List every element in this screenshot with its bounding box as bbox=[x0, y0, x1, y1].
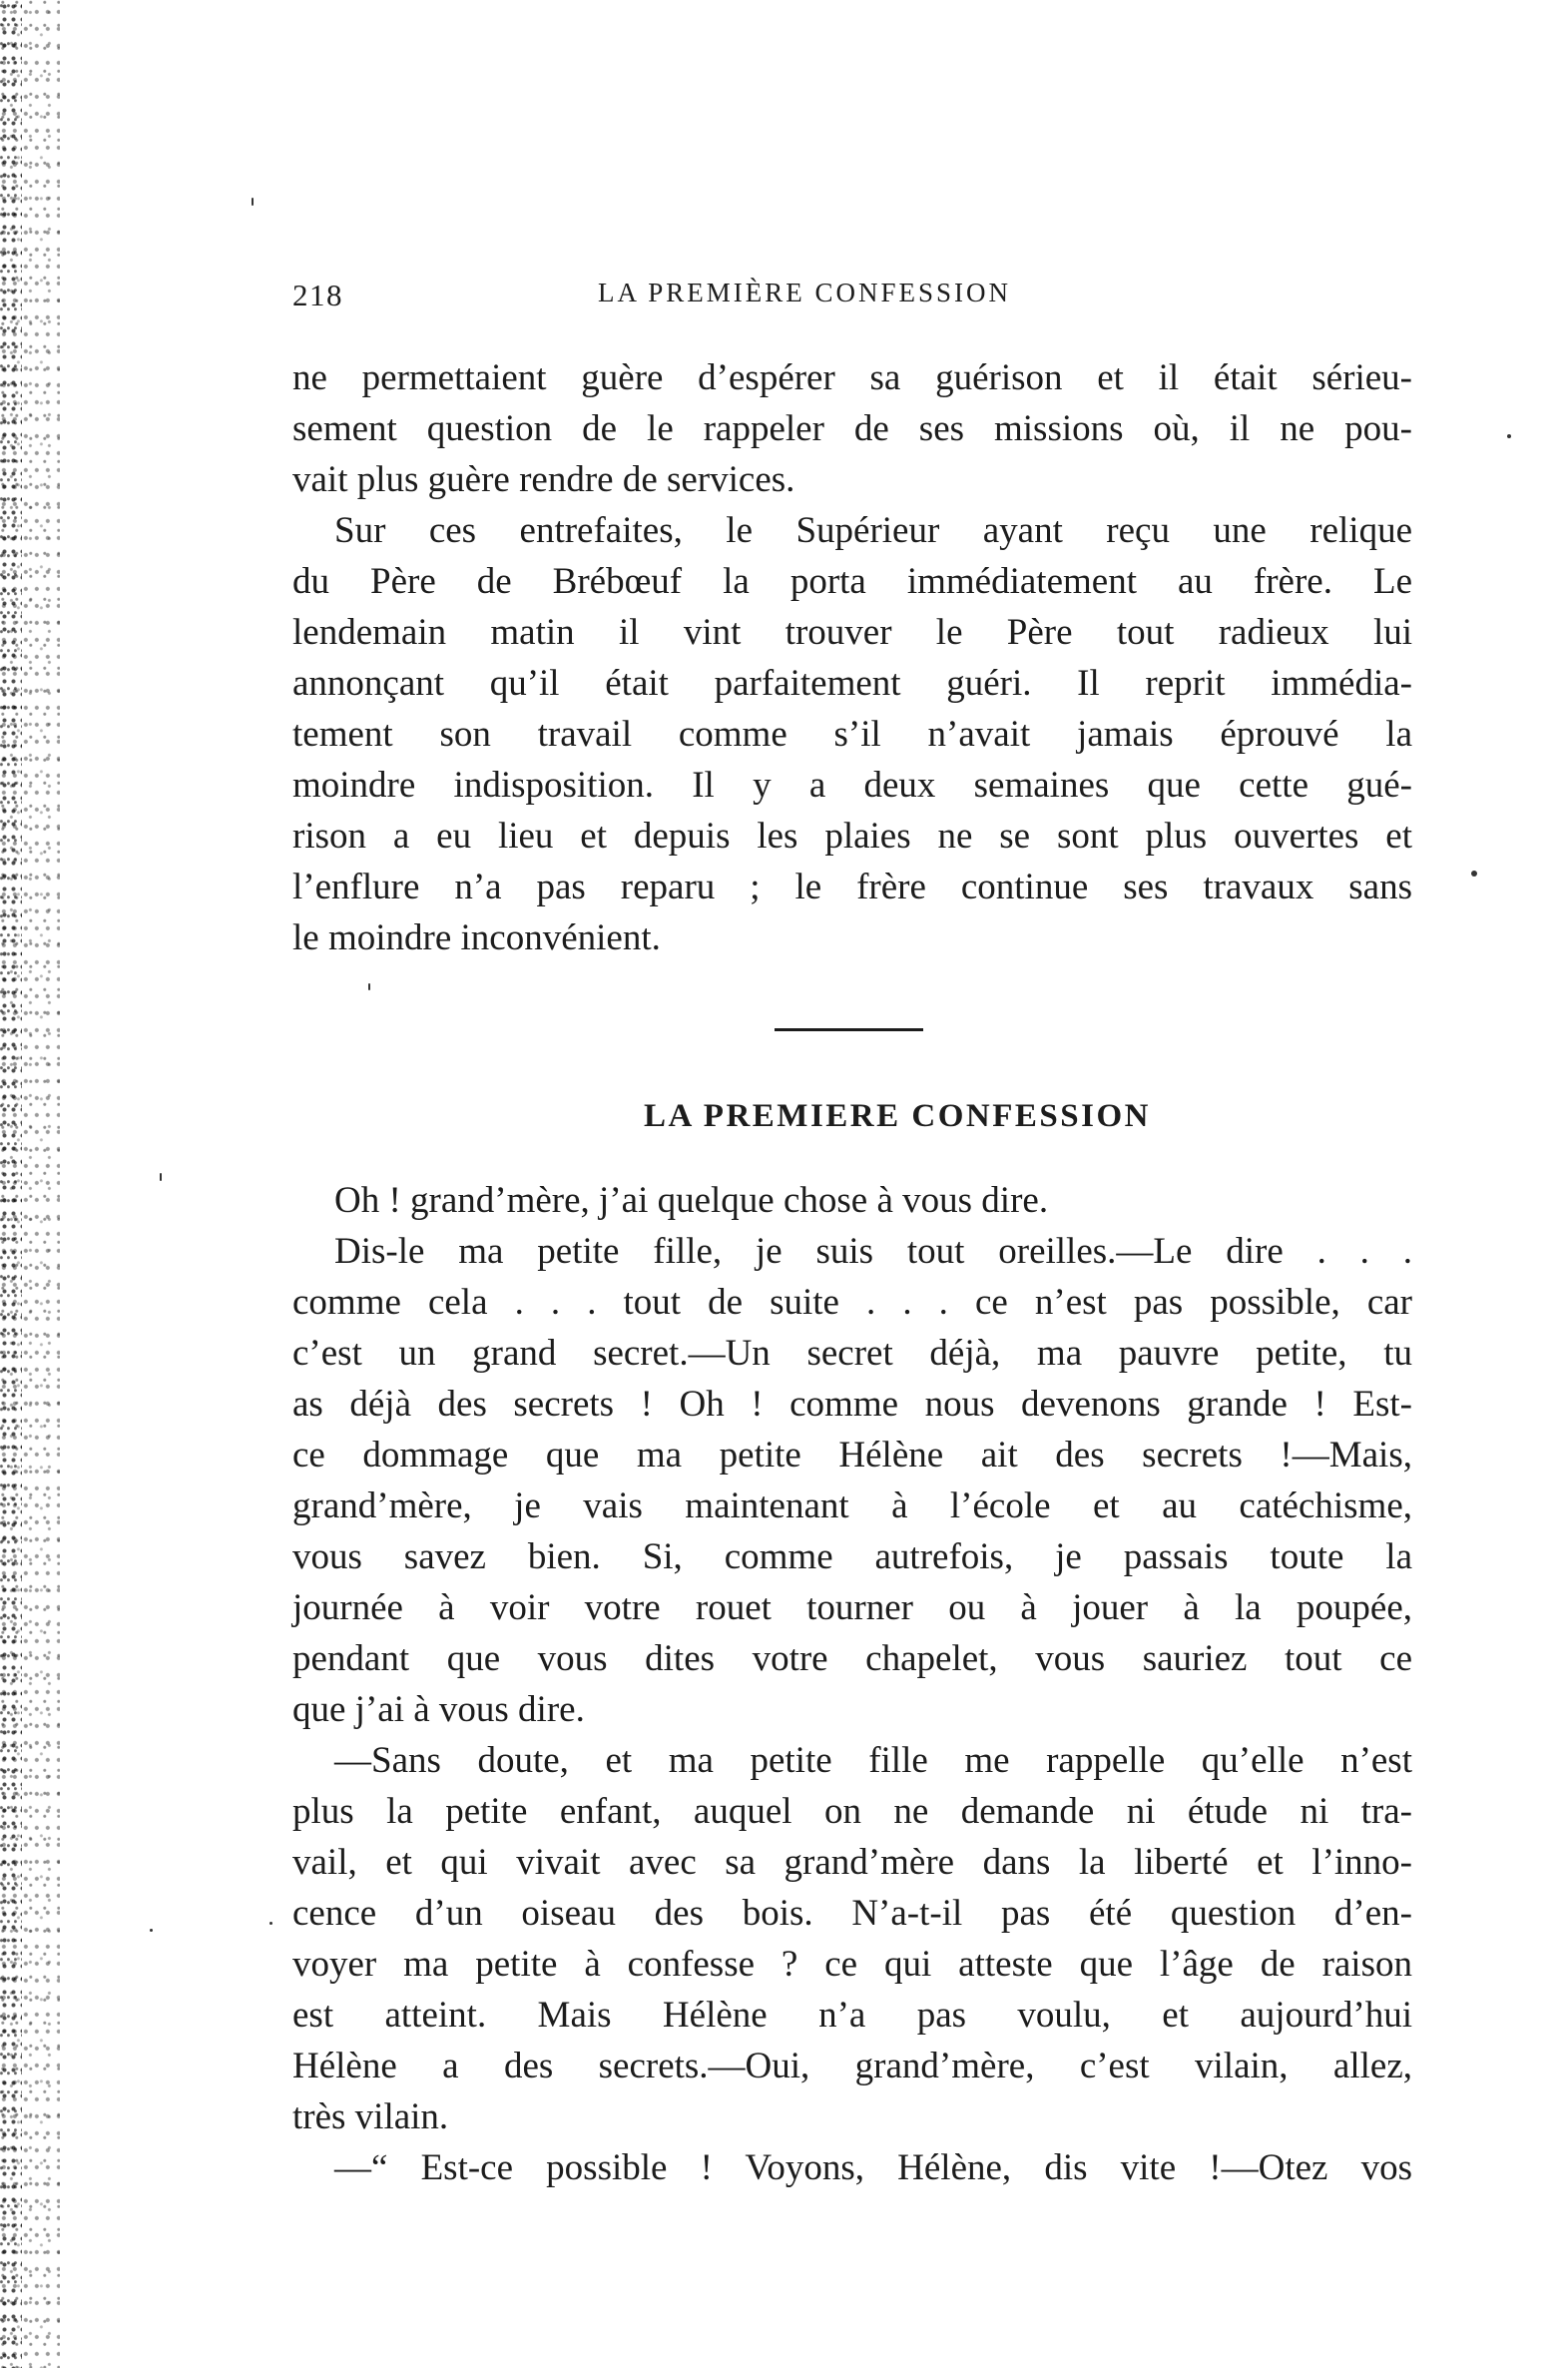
text-line: Hélène a des secrets.—Oui, grand’mère, c’est vilain, allez, bbox=[292, 2046, 1412, 2086]
page-number: 218 bbox=[292, 278, 343, 312]
text-line: as déjà des secrets ! Oh ! comme nous devenons grande ! Est- bbox=[292, 1384, 1412, 1425]
text-line: annonçant qu’il était parfaitement guéri. Il reprit immédia- bbox=[292, 663, 1412, 704]
section-divider bbox=[775, 1028, 923, 1031]
text-line: Oh ! grand’mère, j’ai quelque chose à vous dire. bbox=[334, 1180, 1049, 1221]
scan-edge-shadow bbox=[0, 0, 22, 2368]
text-line: très vilain. bbox=[292, 2096, 449, 2137]
text-line: lendemain matin il vint trouver le Père tout radieux lui bbox=[292, 612, 1412, 653]
scan-speck bbox=[1471, 871, 1477, 877]
scan-speck bbox=[150, 1929, 153, 1932]
text-line: l’enflure n’a pas reparu ; le frère continue ses travaux sans bbox=[292, 867, 1412, 907]
text-line: pendant que vous dites votre chapelet, vous sauriez tout ce bbox=[292, 1638, 1412, 1679]
text-line: tement son travail comme s’il n’avait jamais éprouvé la bbox=[292, 714, 1412, 755]
scan-speck bbox=[269, 1922, 272, 1925]
text-line: que j’ai à vous dire. bbox=[292, 1689, 585, 1730]
text-line: du Père de Brébœuf la porta immédiatement au frère. Le bbox=[292, 561, 1412, 602]
scan-speck bbox=[252, 198, 254, 206]
text-line: cence d’un oiseau des bois. N’a-t-il pas été question d’en- bbox=[292, 1893, 1412, 1934]
text-line: ne permettaient guère d’espérer sa guérison et il était sérieu- bbox=[292, 357, 1412, 398]
body-text-bottom bbox=[292, 1175, 1412, 2193]
text-line: le moindre inconvénient. bbox=[292, 917, 661, 958]
text-line: vail, et qui vivait avec sa grand’mère dans la liberté et l’inno- bbox=[292, 1842, 1412, 1883]
scan-speck bbox=[1507, 434, 1511, 438]
text-line: comme cela . . . tout de suite . . . ce n’est pas possible, car bbox=[292, 1282, 1412, 1323]
text-line: journée à voir votre rouet tourner ou à jouer à la poupée, bbox=[292, 1587, 1412, 1628]
text-line: plus la petite enfant, auquel on ne demande ni étude ni tra- bbox=[292, 1791, 1412, 1832]
section-heading: LA PREMIERE CONFESSION bbox=[644, 1098, 1151, 1134]
text-line: est atteint. Mais Hélène n’a pas voulu, et aujourd’hui bbox=[292, 1995, 1412, 2036]
body-text-top bbox=[292, 352, 1412, 963]
text-line: c’est un grand secret.—Un secret déjà, ma pauvre petite, tu bbox=[292, 1333, 1412, 1374]
page-header bbox=[292, 278, 1412, 327]
scan-speck bbox=[368, 983, 370, 990]
text-line: Sur ces entrefaites, le Supérieur ayant reçu une relique bbox=[334, 510, 1412, 551]
text-line: rison a eu lieu et depuis les plaies ne se sont plus ouvertes et bbox=[292, 816, 1412, 857]
scan-speck bbox=[160, 1173, 162, 1181]
text-line: Dis-le ma petite fille, je suis tout oreilles.—Le dire . . . bbox=[334, 1231, 1412, 1272]
text-line: grand’mère, je vais maintenant à l’école et au catéchisme, bbox=[292, 1485, 1412, 1526]
text-line: voyer ma petite à confesse ? ce qui atteste que l’âge de raison bbox=[292, 1944, 1412, 1985]
text-line: —“ Est-ce possible ! Voyons, Hélène, dis vite !—Otez vos bbox=[334, 2147, 1412, 2188]
text-line: vous savez bien. Si, comme autrefois, je passais toute la bbox=[292, 1536, 1412, 1577]
running-title: LA PREMIÈRE CONFESSION bbox=[598, 278, 1012, 307]
text-line: sement question de le rappeler de ses missions où, il ne pou- bbox=[292, 408, 1412, 449]
text-line: moindre indisposition. Il y a deux semaines que cette gué- bbox=[292, 765, 1412, 806]
text-line: —Sans doute, et ma petite fille me rappelle qu’elle n’est bbox=[334, 1740, 1412, 1781]
text-line: ce dommage que ma petite Hélène ait des secrets !—Mais, bbox=[292, 1435, 1412, 1476]
text-line: vait plus guère rendre de services. bbox=[292, 459, 795, 500]
